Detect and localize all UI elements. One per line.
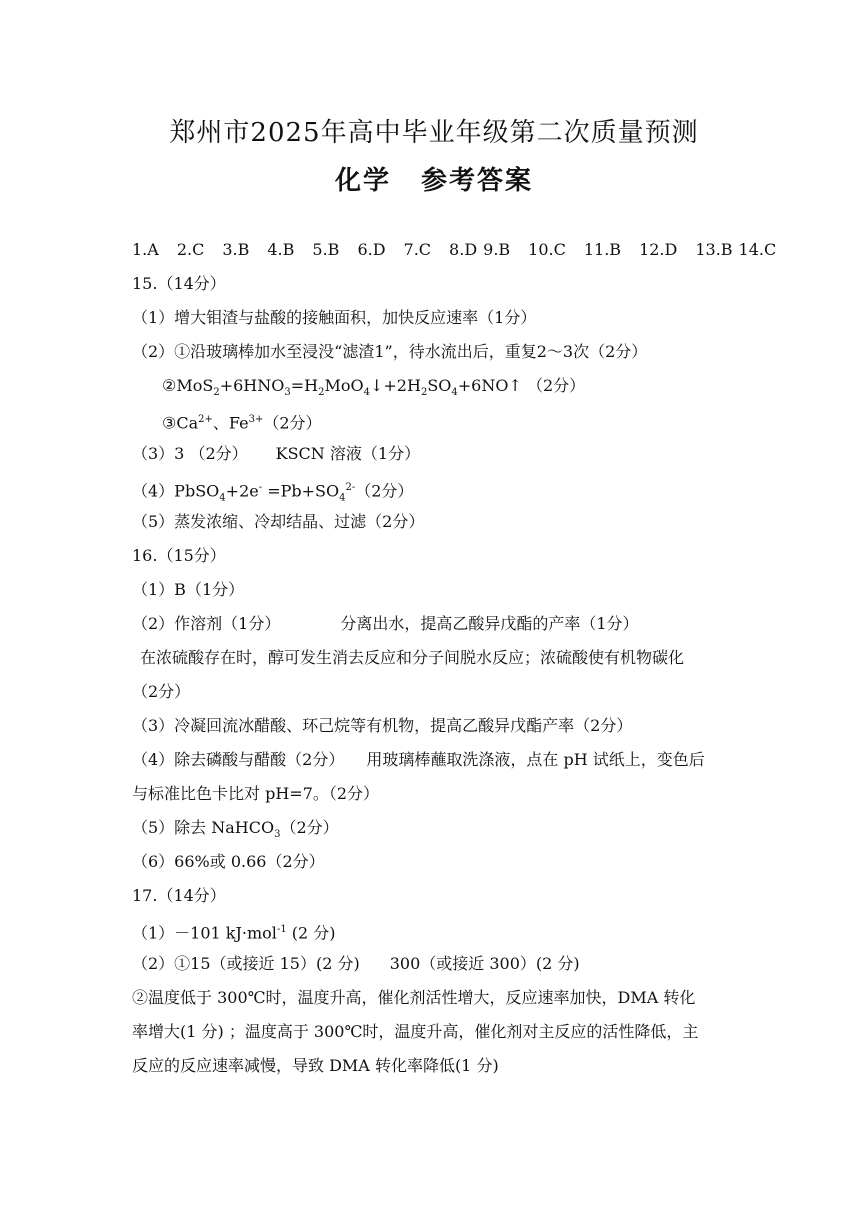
text-run: （2）①15（或接近 15）(2 分): [132, 954, 360, 973]
page-subtitle: [0, 160, 868, 197]
q16-line-2: [132, 614, 639, 634]
subscript: 2: [213, 387, 220, 399]
q17-line-2: [132, 954, 580, 974]
q17-header: 17.（14分）: [132, 886, 226, 905]
text-run: （5）除去 NaHCO: [132, 818, 275, 837]
mc-answer: 3.B: [222, 240, 250, 259]
text-run: （2分）: [355, 481, 414, 501]
superscript: 2+: [198, 414, 213, 425]
mc-answer: 4.B: [267, 240, 295, 259]
text-run: SO: [427, 376, 452, 395]
subscript: 3: [274, 829, 281, 841]
text-run: 300（或接近 300）(2 分): [389, 954, 580, 973]
text-run: ③Ca: [162, 413, 199, 433]
mc-answer: 10.C: [528, 240, 566, 259]
q15-line-7: （5）蒸发浓缩、冷却结晶、过滤（2分）: [132, 512, 425, 531]
superscript: 2-: [345, 482, 356, 493]
text-run: =Pb+SO: [262, 481, 340, 501]
text-run: MoO: [324, 376, 364, 395]
mc-answer: 13.B: [695, 240, 733, 259]
multiple-choice-answers: [132, 240, 794, 260]
subscript: 2: [318, 387, 325, 399]
superscript: -1: [276, 924, 287, 935]
q17-line-1: [132, 920, 336, 943]
q17-line-5: 反应的反应速率减慢，导致 DMA 转化率降低(1 分): [132, 1056, 499, 1075]
mc-answer: 12.D: [639, 240, 678, 259]
superscript: 3+: [248, 414, 264, 425]
mc-answer: 9.B: [483, 240, 511, 259]
text-run: +6HNO: [219, 376, 285, 395]
superscript: -: [258, 482, 263, 493]
text-run: （1）－101 kJ·mol: [132, 923, 277, 943]
q17-line-3: ②温度低于 300℃时，温度升高，催化剂活性增大，反应速率加快，DMA 转化: [132, 988, 696, 1007]
q17-line-4: 率增大(1 分) ；温度高于 300℃时，温度升高，催化剂对主反应的活性降低，主: [132, 1022, 699, 1041]
mc-answer: 5.B: [312, 240, 340, 259]
mc-answer: 6.D: [357, 240, 386, 259]
q15-line-3: [162, 376, 585, 403]
subscript: 2: [420, 387, 428, 399]
mc-answer: 8.D: [449, 240, 478, 259]
text-run: 、Fe: [212, 413, 249, 433]
text-run: =H: [290, 376, 319, 395]
text-run: ↓+2H: [369, 376, 421, 395]
q15-header: 15.（14分）: [132, 274, 226, 293]
q16-line-8: [132, 818, 339, 845]
mc-answer: 14.C: [738, 240, 777, 259]
subscript: 4: [451, 387, 458, 399]
text-run: +6NO↑ （2分）: [457, 376, 586, 395]
q15-line-6: [132, 478, 413, 509]
text-run: （4）PbSO: [132, 481, 220, 501]
q16-line-4: （2分）: [132, 682, 191, 701]
text-run: （2）作溶剂（1分）: [132, 614, 281, 633]
text-run: （3）3 （2分）: [132, 444, 248, 463]
page-title: 郑州市2025年高中毕业年级第二次质量预测: [169, 118, 699, 148]
text-run: 分离出水，提高乙酸异戊酯的产率（1分）: [340, 614, 639, 633]
answer-key-label: 参考答案: [421, 166, 534, 196]
text-run: ②MoS: [162, 376, 214, 395]
q16-header: 16.（15分）: [132, 546, 226, 565]
text-run: 用玻璃棒蘸取洗涤液，点在 pH 试纸上，变色后: [366, 750, 705, 769]
text-run: （2分）: [280, 818, 339, 837]
q16-line-7: 与标准比色卡比对 pH=7。（2分）: [132, 784, 380, 803]
mc-answer: 1.A: [132, 240, 159, 259]
text-run: KSCN 溶液（1分）: [275, 444, 421, 463]
text-run: （2分）: [263, 413, 322, 433]
text-run: （4）除去磷酸与醋酸（2分）: [132, 750, 345, 769]
q15-line-5: [132, 444, 420, 464]
q16-line-9: （6）66%或 0.66（2分）: [132, 852, 325, 871]
q15-line-2: （2）①沿玻璃棒加水至浸没“滤渣1”，待水流出后，重复2～3次（2分）: [132, 342, 648, 361]
mc-answer: 2.C: [176, 240, 205, 259]
subscript: 4: [339, 492, 346, 504]
subscript: 3: [284, 387, 291, 399]
q15-line-4: [162, 410, 322, 433]
text-run: +2e: [225, 481, 259, 501]
q16-line-5: （3）冷凝回流冰醋酸、环己烷等有机物，提高乙酸异戊酯产率（2分）: [132, 716, 633, 735]
text-run: (2 分): [286, 923, 336, 943]
q15-line-1: （1）增大钼渣与盐酸的接触面积，加快反应速率（1分）: [132, 308, 537, 327]
subscript: 4: [219, 492, 226, 504]
q16-line-3: 在浓硫酸存在时，醇可发生消去反应和分子间脱水反应；浓硫酸使有机物碳化: [140, 648, 685, 667]
subject-label: 化学: [334, 166, 391, 196]
q16-line-1: （1）B（1分）: [132, 580, 245, 599]
q16-line-6: [132, 750, 705, 770]
subscript: 4: [363, 387, 370, 399]
mc-answer: 7.C: [403, 240, 432, 259]
mc-answer: 11.B: [583, 240, 622, 259]
